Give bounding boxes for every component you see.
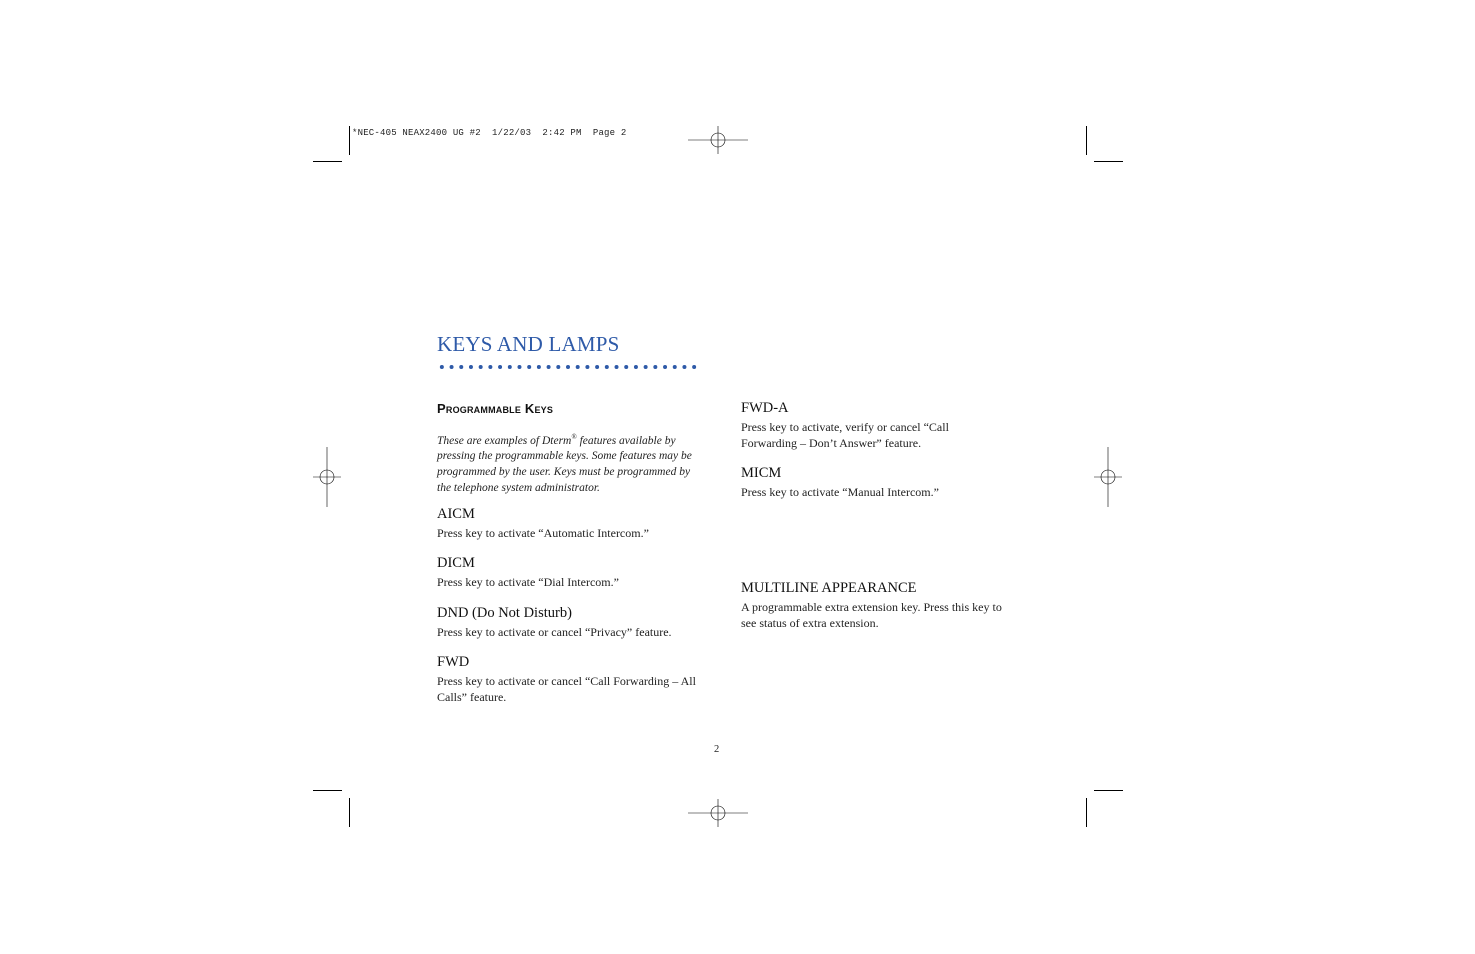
feature-description: Press key to activate “Dial Intercom.” (437, 575, 619, 589)
feature-entry-micm (741, 464, 1003, 501)
feature-entry-fwd (437, 653, 699, 706)
crop-mark (1086, 798, 1087, 827)
rule-dot (663, 365, 667, 369)
rule-dot (498, 365, 502, 369)
registration-mark-icon (688, 783, 748, 843)
feature-entry-fwd-a (741, 399, 1003, 452)
rule-dot (605, 365, 609, 369)
intro-text: features available by pressing the programmable keys. Some features may be programmed by the user. Keys must be programmed by the telephone system administrator. (437, 434, 692, 494)
crop-mark (349, 126, 350, 155)
feature-title: AICM (437, 506, 475, 522)
feature-description: Press key to activate “Manual Intercom.” (741, 485, 939, 499)
print-slug-line: *NEC-405 NEAX2400 UG #2 1/22/03 2:42 PM Page 2 (352, 128, 627, 138)
rule-dot (682, 365, 686, 369)
rule-dot (653, 365, 657, 369)
rule-dot (585, 365, 589, 369)
feature-title: MICM (741, 465, 782, 481)
crop-mark (1094, 790, 1123, 791)
page-title: KEYS AND LAMPS (437, 332, 620, 356)
rule-dot (692, 365, 696, 369)
rule-dot (595, 365, 599, 369)
crop-mark (313, 790, 342, 791)
crop-mark (349, 798, 350, 827)
feature-title: MULTILINE APPEARANCE (741, 580, 917, 596)
rule-dot (537, 365, 541, 369)
rule-dot (527, 365, 531, 369)
intro-paragraph (437, 430, 699, 496)
rule-dot (566, 365, 570, 369)
rule-dot (479, 365, 483, 369)
feature-description: A programmable extra extension key. Press this key to see status of extra extension. (741, 600, 1002, 630)
intro-text: These are examples of Dterm (437, 434, 572, 447)
feature-entry-dicm (437, 554, 699, 591)
rule-dot (615, 365, 619, 369)
registration-mark-icon (1078, 447, 1138, 507)
rule-dot (508, 365, 512, 369)
crop-mark (313, 161, 342, 162)
section-heading: Programmable Keys (437, 401, 554, 416)
feature-description: Press key to activate or cancel “Privacy” feature. (437, 625, 672, 639)
registration-mark-icon (688, 110, 748, 170)
feature-title: FWD (437, 654, 470, 670)
feature-description: Press key to activate “Automatic Intercom.” (437, 526, 649, 540)
rule-dot (517, 365, 521, 369)
crop-mark (1094, 161, 1123, 162)
rule-dot (488, 365, 492, 369)
registration-mark-icon (297, 447, 357, 507)
feature-title: DND (Do Not Disturb) (437, 605, 572, 621)
rule-dot (440, 365, 444, 369)
registered-mark: ® (571, 433, 577, 441)
feature-description: Press key to activate or cancel “Call Forwarding – All Calls” feature. (437, 674, 696, 704)
rule-dot (673, 365, 677, 369)
feature-entry-dnd (437, 604, 699, 641)
rule-dot (556, 365, 560, 369)
feature-entry-aicm (437, 505, 699, 542)
rule-dot (450, 365, 454, 369)
rule-dot (644, 365, 648, 369)
rule-dot (459, 365, 463, 369)
feature-title: FWD-A (741, 400, 789, 416)
rule-dot (469, 365, 473, 369)
page-number: 2 (714, 744, 720, 755)
crop-mark (1086, 126, 1087, 155)
rule-dot (576, 365, 580, 369)
dotted-rule (437, 364, 699, 370)
rule-dot (634, 365, 638, 369)
rule-dot (624, 365, 628, 369)
feature-title: DICM (437, 555, 475, 571)
feature-description: Press key to activate, verify or cancel “Call Forwarding – Don’t Answer” feature. (741, 420, 949, 450)
rule-dot (547, 365, 551, 369)
feature-entry-multiline-appearance (741, 579, 1003, 632)
